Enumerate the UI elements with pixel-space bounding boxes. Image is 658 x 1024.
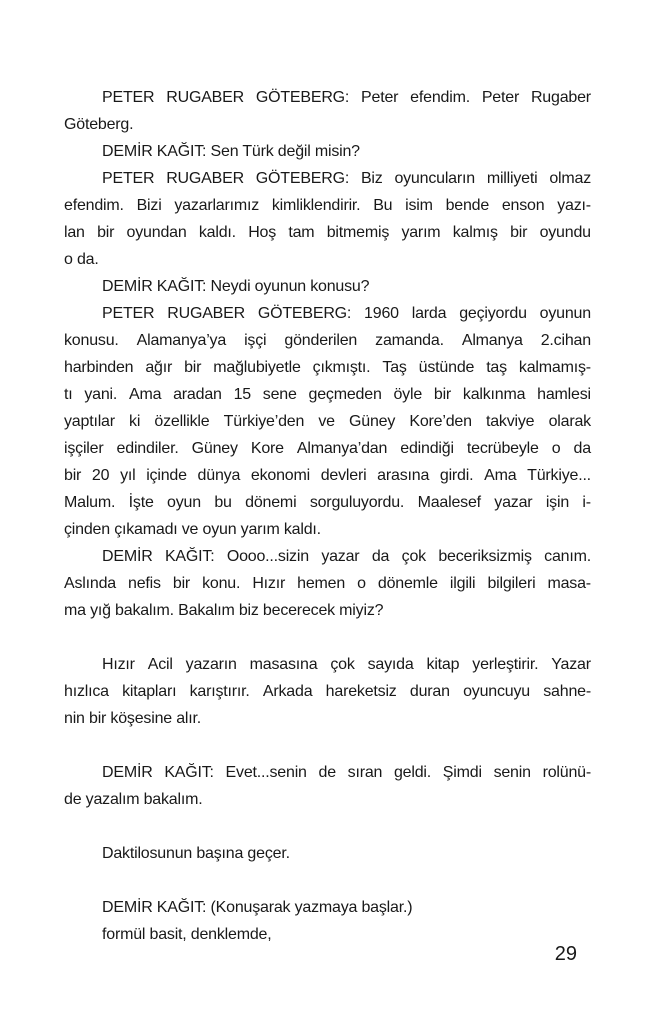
word: hızlıca bbox=[64, 683, 109, 700]
word: oyundan bbox=[126, 224, 187, 241]
text-line: de yazalım bakalım. bbox=[64, 791, 203, 808]
word: Oooo...sizin bbox=[226, 548, 309, 565]
word: Taş bbox=[382, 359, 407, 376]
word: Kore’den bbox=[409, 413, 472, 430]
word: Bizi bbox=[136, 197, 162, 214]
text-line bbox=[64, 678, 591, 705]
word: bir bbox=[433, 386, 452, 403]
word: devleri bbox=[320, 467, 367, 484]
text-line bbox=[64, 489, 591, 516]
word: o bbox=[551, 440, 561, 457]
word: 2.cihan bbox=[540, 332, 591, 349]
word: yazarın bbox=[185, 656, 237, 673]
word: 1960 bbox=[364, 305, 399, 322]
text-line: ma yığ bakalım. Bakalım biz becerecek miyiz? bbox=[64, 602, 384, 619]
word: yarım bbox=[401, 224, 441, 241]
word: GÖTEBERG: bbox=[257, 305, 352, 322]
word: üstünde bbox=[418, 359, 475, 376]
blank-line bbox=[64, 732, 591, 759]
word: kimliklendirir. bbox=[271, 197, 361, 214]
word: yazar bbox=[321, 548, 360, 565]
word: bir bbox=[97, 224, 115, 241]
text-line bbox=[64, 300, 591, 327]
word: bende bbox=[445, 197, 490, 214]
stage-direction bbox=[64, 840, 591, 867]
word: ki bbox=[129, 413, 141, 430]
word: harbinden bbox=[64, 359, 134, 376]
word: DEMİR bbox=[102, 548, 153, 565]
word: oyunun bbox=[539, 305, 591, 322]
word: Peter bbox=[481, 89, 520, 106]
word: kalmış bbox=[452, 224, 498, 241]
word: yerleştirir. bbox=[472, 656, 539, 673]
word: masa- bbox=[547, 575, 591, 592]
word: çok bbox=[401, 548, 426, 565]
word: yıl bbox=[120, 467, 136, 484]
word: işin bbox=[545, 494, 570, 511]
dialogue-paragraph bbox=[64, 84, 591, 138]
word: hamlesi bbox=[537, 386, 591, 403]
word: efendim. bbox=[410, 89, 470, 106]
word: PETER bbox=[102, 89, 155, 106]
word: bir bbox=[510, 224, 528, 241]
word: GÖTEBERG: bbox=[255, 170, 350, 187]
word: bir bbox=[184, 359, 202, 376]
dialogue-paragraph bbox=[64, 165, 591, 273]
word: 15 bbox=[233, 386, 251, 403]
dialogue-paragraph bbox=[64, 894, 591, 948]
text-line bbox=[64, 381, 591, 408]
word: dönemi bbox=[245, 494, 297, 511]
word: bitmemiş bbox=[326, 224, 390, 241]
text-line bbox=[64, 462, 591, 489]
page-number: 29 bbox=[554, 943, 577, 965]
text-flow bbox=[64, 84, 591, 948]
word: KAĞIT: bbox=[164, 548, 215, 565]
word: ilgili bbox=[449, 575, 476, 592]
word: sıran bbox=[347, 764, 383, 781]
word: rolünü- bbox=[542, 764, 591, 781]
word: Türkiye’den bbox=[223, 413, 305, 430]
word: beceriksizmiş bbox=[438, 548, 532, 565]
word: sayıda bbox=[367, 656, 414, 673]
word: çok bbox=[330, 656, 355, 673]
word: PETER bbox=[102, 170, 155, 187]
text-line bbox=[64, 165, 591, 192]
word: 20 bbox=[91, 467, 110, 484]
word: Yazar bbox=[551, 656, 591, 673]
word: Hızır bbox=[252, 575, 286, 592]
dialogue-paragraph bbox=[64, 759, 591, 813]
word: canım. bbox=[544, 548, 591, 565]
text-line: Göteberg. bbox=[64, 116, 134, 133]
word: larda bbox=[411, 305, 447, 322]
word: RUGABER bbox=[167, 305, 245, 322]
word: karıştırır. bbox=[189, 683, 250, 700]
word: efendim. bbox=[64, 197, 124, 214]
word: Almanya bbox=[461, 332, 523, 349]
word: Ama bbox=[484, 467, 517, 484]
word: konusu. bbox=[64, 332, 119, 349]
word: dünya bbox=[197, 467, 241, 484]
word: oyuncuyu bbox=[463, 683, 530, 700]
word: yazar bbox=[494, 494, 533, 511]
word: yaptılar bbox=[64, 413, 115, 430]
text-line bbox=[64, 759, 591, 786]
word: hemen bbox=[297, 575, 346, 592]
dialogue-paragraph bbox=[64, 138, 591, 165]
word: ve bbox=[318, 413, 335, 430]
text-line: çinden çıkamadı ve oyun yarım kaldı. bbox=[64, 521, 321, 538]
word: Peter bbox=[361, 89, 399, 106]
text-line: o da. bbox=[64, 251, 99, 268]
text-line bbox=[64, 354, 591, 381]
word: Hoş bbox=[248, 224, 277, 241]
word: kaldı. bbox=[198, 224, 236, 241]
word: mağlubiyetle bbox=[213, 359, 301, 376]
word: edindiği bbox=[400, 440, 454, 457]
word: Şimdi bbox=[442, 764, 482, 781]
word: Acil bbox=[147, 656, 173, 673]
text-line bbox=[64, 570, 591, 597]
word: Malum. bbox=[64, 494, 116, 511]
word: geldi. bbox=[393, 764, 432, 781]
word: ekonomi bbox=[250, 467, 310, 484]
blank-line bbox=[64, 624, 591, 651]
word: Rugaber bbox=[530, 89, 591, 106]
word: Maalesef bbox=[417, 494, 481, 511]
word: kalkınma bbox=[462, 386, 526, 403]
text-line bbox=[64, 408, 591, 435]
word: kitap bbox=[426, 656, 460, 673]
text-line: Daktilosunun başına geçer. bbox=[102, 845, 290, 862]
word: PETER bbox=[102, 305, 155, 322]
word: Aslında bbox=[64, 575, 116, 592]
word: hareketsiz bbox=[325, 683, 397, 700]
word: geçmeden bbox=[308, 386, 382, 403]
word: arasına bbox=[377, 467, 430, 484]
word: tecrübeyle bbox=[466, 440, 539, 457]
word: işçi bbox=[244, 332, 267, 349]
dialogue-paragraph bbox=[64, 273, 591, 300]
word: oyuncuların bbox=[394, 170, 475, 187]
word: İşte bbox=[128, 494, 154, 511]
word: olmaz bbox=[549, 170, 591, 187]
text-line: DEMİR KAĞIT: Neydi oyunun konusu? bbox=[102, 278, 370, 295]
dialogue-paragraph bbox=[64, 300, 591, 543]
word: tı bbox=[64, 386, 73, 403]
blank-line bbox=[64, 867, 591, 894]
text-line bbox=[64, 543, 591, 570]
word: takviye bbox=[485, 413, 535, 430]
word: o bbox=[357, 575, 366, 592]
word: içinde bbox=[146, 467, 187, 484]
word: Türkiye... bbox=[527, 467, 591, 484]
word: öyle bbox=[393, 386, 423, 403]
word: özellikle bbox=[154, 413, 210, 430]
word: sorguluyordu. bbox=[309, 494, 405, 511]
word: RUGABER bbox=[166, 170, 244, 187]
word: tam bbox=[288, 224, 315, 241]
text-line: DEMİR KAĞIT: (Konuşarak yazmaya başlar.) bbox=[102, 899, 413, 916]
text-line bbox=[64, 84, 591, 111]
word: dönemle bbox=[377, 575, 438, 592]
word: aradan bbox=[173, 386, 222, 403]
text-line: nin bir köşesine alır. bbox=[64, 710, 202, 727]
word: girdi. bbox=[439, 467, 474, 484]
word: bilgileri bbox=[487, 575, 536, 592]
word: milliyeti bbox=[486, 170, 538, 187]
word: Güney bbox=[349, 413, 396, 430]
word: olarak bbox=[548, 413, 591, 430]
text-line: DEMİR KAĞIT: Sen Türk değil misin? bbox=[102, 143, 360, 160]
text-line bbox=[64, 651, 591, 678]
word: edindiler. bbox=[116, 440, 179, 457]
word: işçiler bbox=[64, 440, 104, 457]
word: bu bbox=[214, 494, 232, 511]
word: Evet...senin bbox=[225, 764, 307, 781]
word: oyun bbox=[167, 494, 201, 511]
word: da bbox=[371, 548, 390, 565]
word: lan bbox=[64, 224, 85, 241]
word: GÖTEBERG: bbox=[255, 89, 350, 106]
word: çıkmıştı. bbox=[312, 359, 371, 376]
word: Hızır bbox=[102, 656, 135, 673]
word: yazarlarımız bbox=[174, 197, 260, 214]
word: KAĞIT: bbox=[164, 764, 214, 781]
word: DEMİR bbox=[102, 764, 153, 781]
word: sene bbox=[262, 386, 297, 403]
dialogue-paragraph bbox=[64, 543, 591, 624]
word: Ama bbox=[128, 386, 162, 403]
word: da bbox=[573, 440, 591, 457]
word: konu. bbox=[202, 575, 241, 592]
word: bir bbox=[172, 575, 191, 592]
word: kalmamış- bbox=[518, 359, 591, 376]
stage-direction bbox=[64, 651, 591, 732]
word: bir bbox=[64, 467, 82, 484]
word: RUGABER bbox=[166, 89, 244, 106]
text-line: formül basit, denklemde, bbox=[102, 926, 272, 943]
word: isim bbox=[405, 197, 433, 214]
blank-line bbox=[64, 813, 591, 840]
word: yazı- bbox=[557, 197, 591, 214]
word: Arkada bbox=[262, 683, 313, 700]
word: gönderilen bbox=[284, 332, 358, 349]
word: Kore bbox=[250, 440, 284, 457]
word: senin bbox=[493, 764, 531, 781]
word: yani. bbox=[84, 386, 118, 403]
word: enson bbox=[501, 197, 545, 214]
word: oyundu bbox=[539, 224, 591, 241]
word: taş bbox=[486, 359, 507, 376]
word: de bbox=[318, 764, 336, 781]
word: masasına bbox=[249, 656, 318, 673]
text-line bbox=[64, 219, 591, 246]
word: Bu bbox=[373, 197, 393, 214]
word: duran bbox=[409, 683, 450, 700]
word: Alamanya’ya bbox=[136, 332, 227, 349]
word: sahne- bbox=[543, 683, 591, 700]
text-line bbox=[64, 192, 591, 219]
word: Almanya’dan bbox=[296, 440, 388, 457]
word: ağır bbox=[145, 359, 173, 376]
word: geçiyordu bbox=[459, 305, 527, 322]
word: nefis bbox=[128, 575, 161, 592]
word: Güney bbox=[191, 440, 238, 457]
word: zamanda. bbox=[375, 332, 444, 349]
text-line bbox=[64, 327, 591, 354]
word: Biz bbox=[360, 170, 383, 187]
word: kitapları bbox=[122, 683, 177, 700]
word: i- bbox=[582, 494, 591, 511]
text-line bbox=[64, 435, 591, 462]
